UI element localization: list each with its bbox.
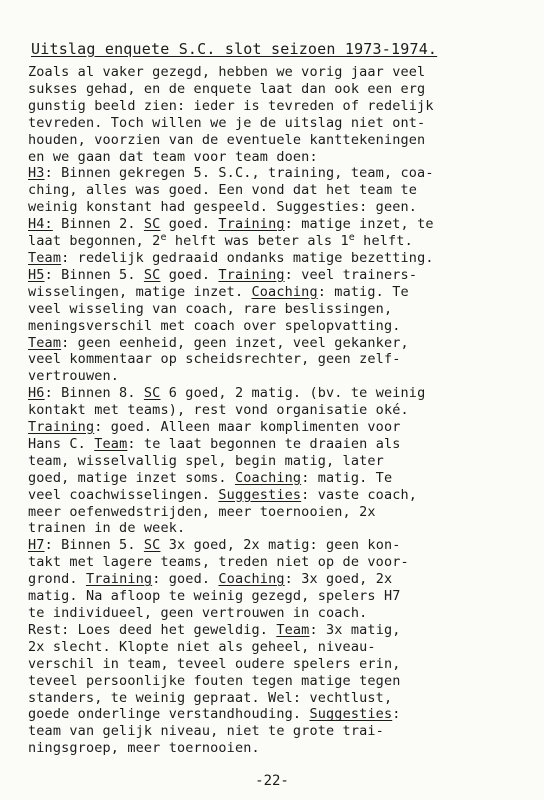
text-line (28, 233, 528, 250)
text-line: meer oefenwedstrijden, meer toernooien, 2x (28, 503, 376, 520)
text-line: te individueel, geen vertrouwen in coach. (28, 605, 368, 621)
underlined-heading: Training (218, 266, 285, 283)
underlined-heading: Coaching (234, 469, 302, 486)
page-number: -22- (255, 773, 289, 789)
text-line: vertrouwen. (28, 368, 120, 385)
underlined-heading: Training (85, 571, 153, 588)
text-run: : redelijk gedraaid ondanks matige bezetting. (61, 249, 434, 266)
text-line (28, 419, 528, 436)
underlined-heading: Team (28, 334, 62, 351)
underlined-heading: SC (143, 385, 161, 402)
underlined-heading: H3 (28, 165, 45, 182)
underlined-heading: H5 (28, 266, 45, 283)
text-run: goed, matige inzet soms. (28, 469, 235, 486)
text-line: team, wisselvallig spel, begin matig, later (28, 452, 384, 469)
text-line (28, 571, 528, 588)
text-line (28, 216, 528, 233)
text-line: standers, te weinig gepraat. Wel: vechtlust, (28, 689, 393, 706)
text-run: : Binnen 5. (44, 537, 144, 554)
text-line (28, 165, 528, 182)
underlined-heading: Suggesties (218, 486, 302, 503)
underlined-heading: SC (143, 266, 161, 283)
underlined-heading: Coaching (218, 571, 285, 588)
text-line: Zoals al vaker gezegd, hebben we vorig jaar veel (28, 64, 426, 80)
text-run: : matig. Te (301, 469, 393, 486)
text-run: : geen eenheid, geen inzet, veel gekanker, (61, 334, 409, 351)
text-run: : (392, 706, 401, 723)
underlined-heading: Team (28, 249, 62, 266)
text-run: goed. (160, 216, 219, 233)
underlined-heading: Coaching (251, 283, 318, 300)
text-run: : goed. Alleen maar komplimenten voor (94, 419, 401, 436)
text-run: Hans C. (28, 435, 95, 452)
underlined-heading: H6 (28, 385, 45, 402)
document-body (28, 64, 528, 757)
text-line (28, 537, 528, 554)
text-line (28, 706, 528, 723)
text-line: sukses gehad, en de enquete laat dan ook een erg (28, 80, 426, 97)
underlined-heading: Training (28, 419, 95, 436)
text-run: wisselingen, matige inzet. (28, 283, 252, 300)
text-line: veel kommentaar op scheidsrechter, geen zelf- (28, 351, 401, 368)
text-line: ningsgroep, meer toernooien. (28, 740, 260, 757)
text-line (28, 267, 528, 284)
underlined-heading: Team (94, 435, 128, 452)
text-run: Binnen 2. (52, 216, 144, 233)
text-line (28, 250, 528, 267)
text-line (28, 622, 528, 639)
text-line: kontakt met teams), rest vond organisatie oké. (28, 402, 409, 419)
text-run: : goed. (152, 571, 219, 588)
text-run: helft. (354, 233, 413, 250)
text-line: takt met lagere teams, treden niet op de voor- (28, 554, 409, 571)
text-run: : vaste coach, (301, 486, 418, 503)
underlined-heading: Suggesties (309, 706, 393, 723)
superscript: e (348, 232, 355, 244)
text-line: gunstig beeld zien: ieder is tevreden of redelijk (28, 97, 434, 114)
text-run: 6 goed, 2 matig. (bv. te weinig (160, 385, 426, 402)
text-line: trainen in de week. (28, 520, 186, 537)
text-line: matig. Na afloop te weinig gezegd, spelers H7 (28, 588, 401, 605)
text-line (28, 284, 528, 301)
text-line: weinig konstant had gespeeld. Suggesties: geen. (28, 199, 418, 216)
text-run: helft was beter als 1 (166, 233, 349, 250)
underlined-heading: Team (276, 621, 310, 638)
text-run: goede onderlinge verstandhouding. (28, 706, 310, 723)
text-line: verschil in team, teveel oudere spelers erin, (28, 655, 401, 672)
text-line (28, 436, 528, 453)
text-run: : matig. Te (317, 283, 409, 300)
text-run: laat begonnen, 2 (28, 233, 161, 250)
text-line: teveel persoonlijke fouten tegen matige tegen (28, 672, 401, 689)
text-line (28, 487, 528, 504)
text-line: veel wisseling van coach, rare beslissingen, (28, 300, 393, 317)
underlined-heading: Training (218, 216, 285, 233)
text-run: grond. (28, 571, 86, 588)
text-line (28, 335, 528, 352)
underlined-heading: SC (143, 216, 161, 233)
text-run: : veel trainers- (284, 266, 418, 283)
text-run: : 3x goed, 2x (284, 571, 393, 588)
text-line (28, 385, 528, 402)
text-run: : te laat begonnen te draaien als (127, 435, 401, 452)
text-run: : Binnen 5. (44, 266, 144, 283)
text-line (28, 470, 528, 487)
text-line: tevreden. Toch willen we je de uitslag niet ont- (28, 114, 426, 131)
text-run: : Binnen 8. (44, 385, 144, 402)
text-line: houden, voorzien van de eventuele kanttekeningen (28, 131, 426, 148)
text-run: goed. (160, 266, 219, 283)
text-run: 3x goed, 2x matig: geen kon- (160, 537, 401, 554)
text-line: ching, alles was goed. Een vond dat het team te (28, 182, 418, 199)
text-run: : Binnen gekregen 5. S.C., training, team, coa- (44, 165, 434, 182)
superscript: e (160, 232, 167, 244)
text-line: 2x slecht. Klopte niet als geheel, niveau- (28, 638, 376, 655)
underlined-heading: H7 (28, 537, 45, 554)
text-run: Rest: Loes deed het geweldig. (28, 621, 277, 638)
text-line: team van gelijk niveau, niet te grote trai- (28, 723, 384, 740)
text-line: en we gaan dat team voor team doen: (28, 148, 318, 165)
text-run: : matige inzet, te (284, 216, 434, 233)
text-line: meningsverschil met coach over spelopvatting. (28, 317, 401, 334)
underlined-heading: H4: (28, 216, 53, 233)
text-run: : 3x matig, (309, 621, 401, 638)
document-title: Uitslag enquete S.C. slot seizoen 1973-1974. (31, 40, 438, 58)
underlined-heading: SC (143, 537, 161, 554)
text-run: veel coachwisselingen. (28, 486, 219, 503)
